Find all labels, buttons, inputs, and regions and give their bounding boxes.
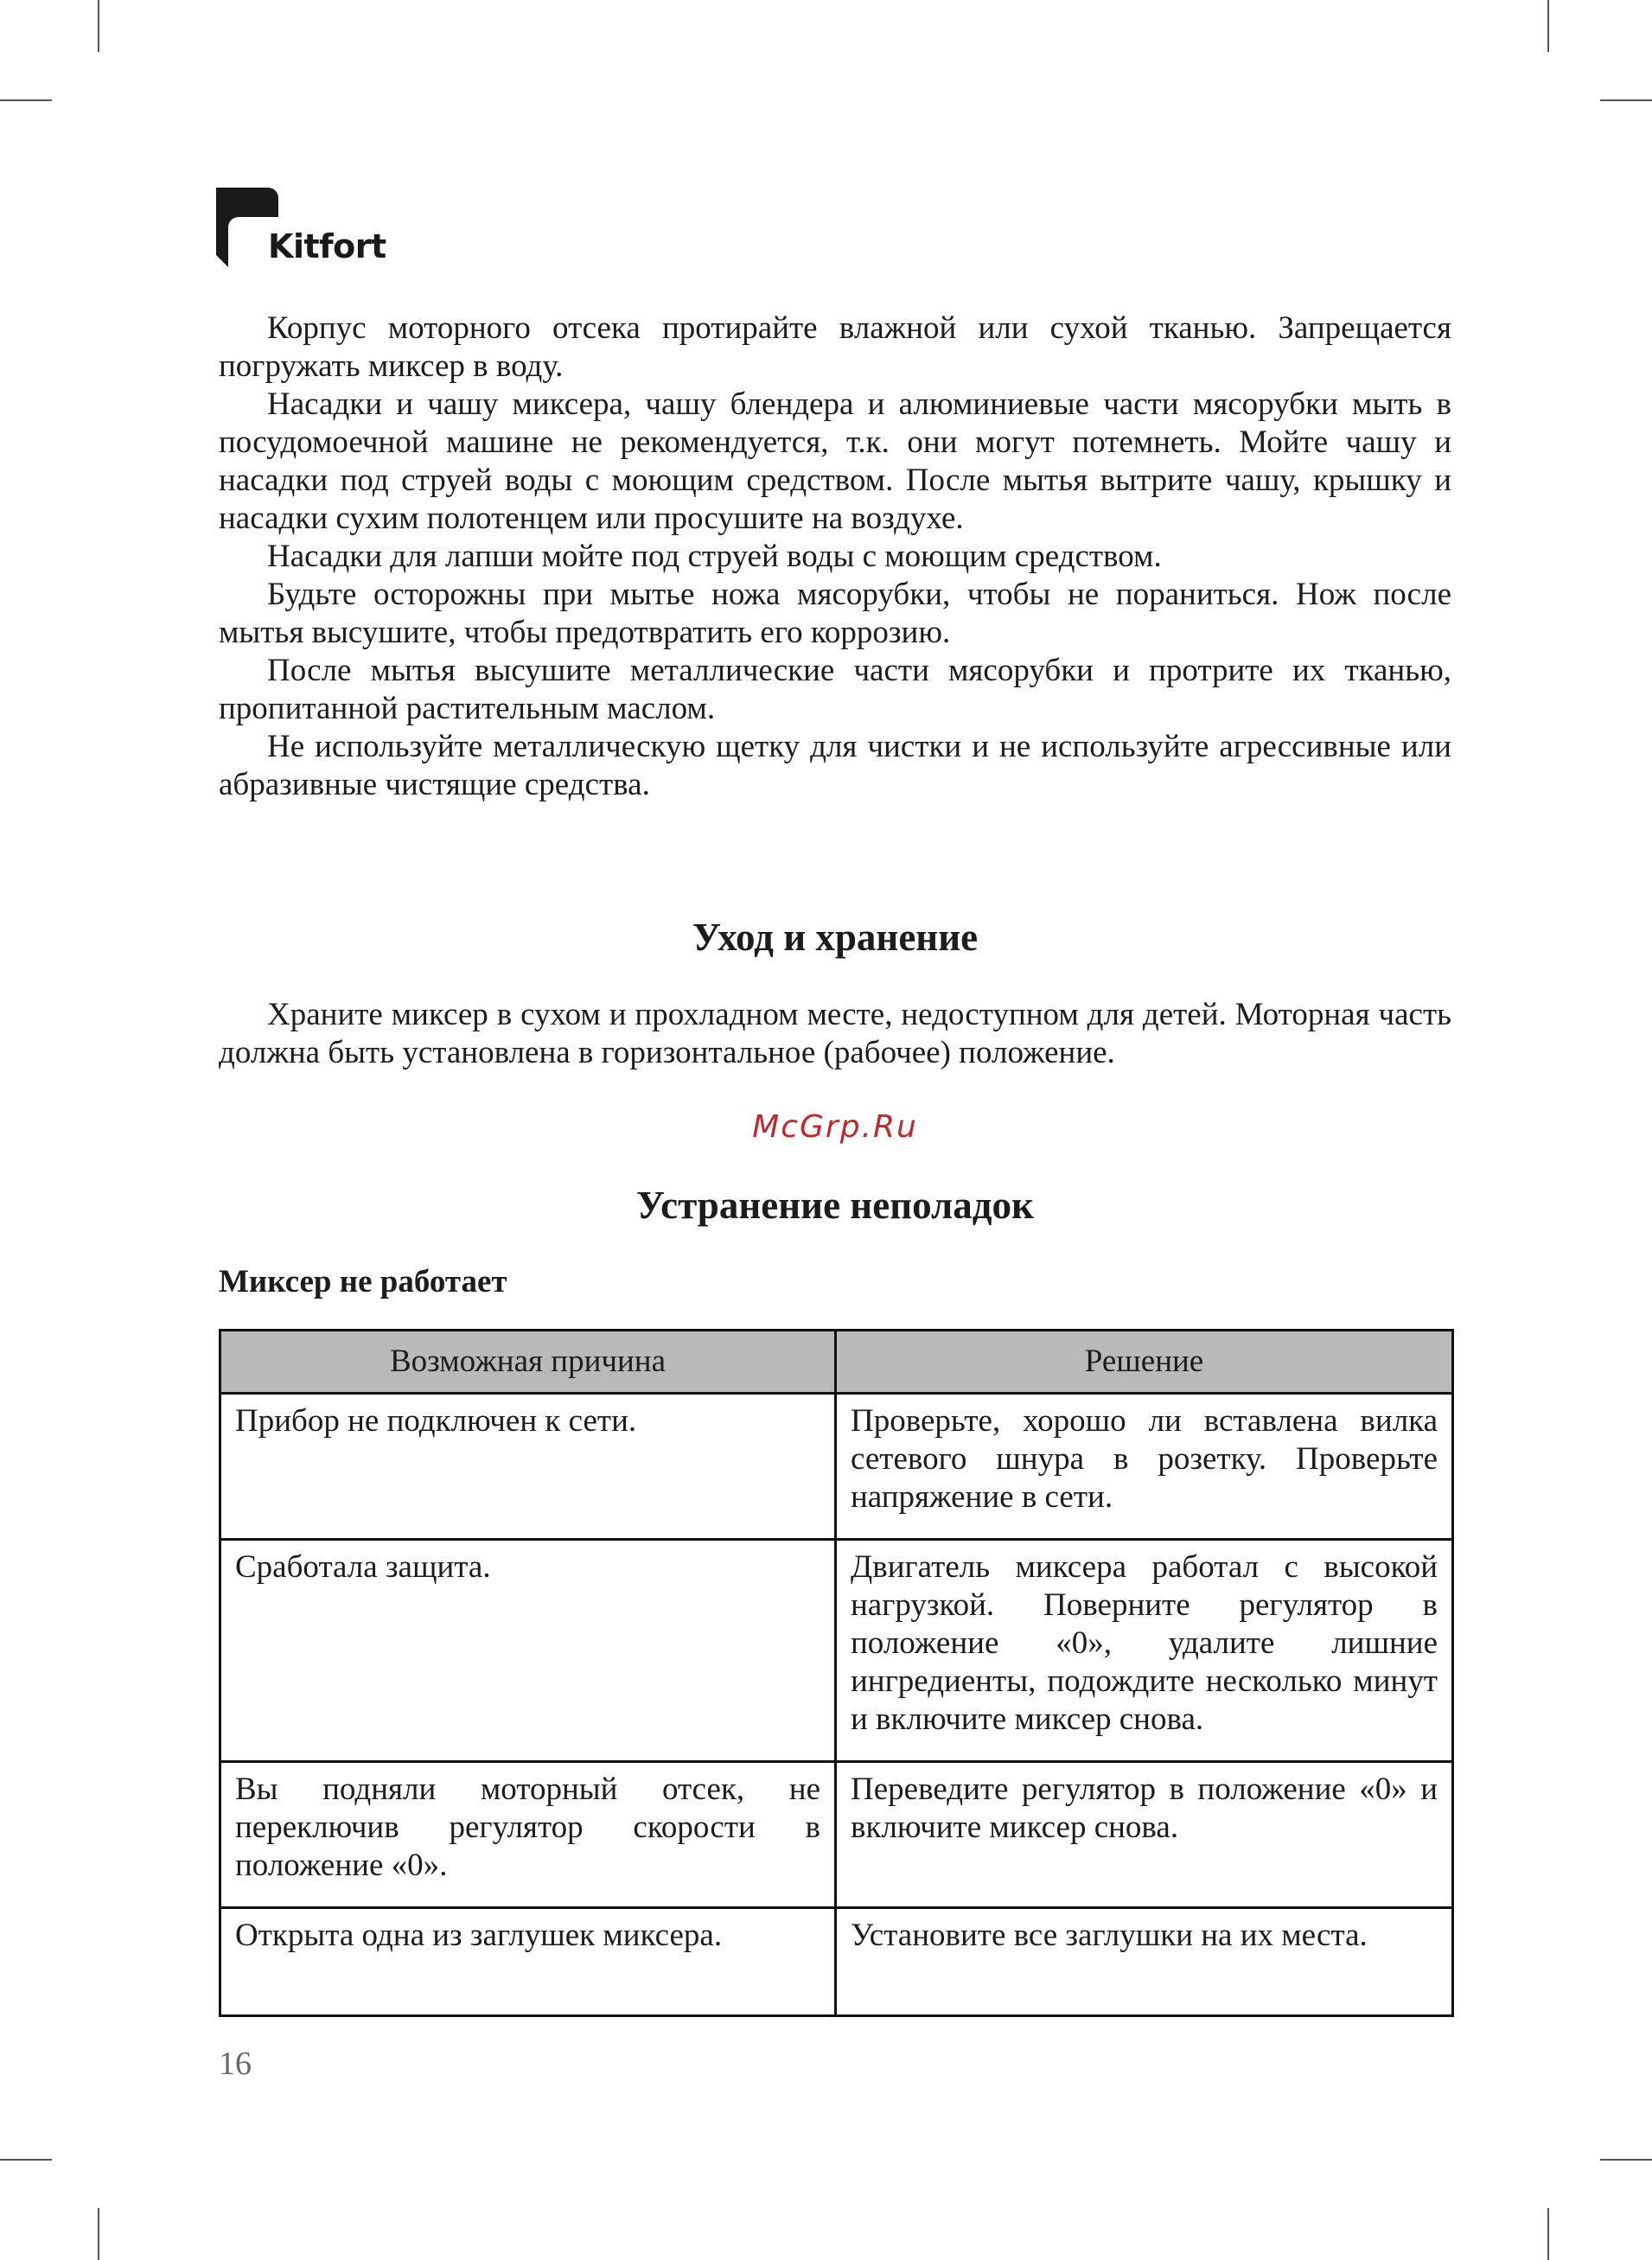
crop-mark	[1547, 2208, 1549, 2260]
solution-cell: Установите все заглушки на их места.	[836, 1908, 1453, 2016]
header-cause: Возможная причина	[220, 1331, 836, 1394]
crop-mark	[0, 99, 52, 101]
table-row	[220, 1908, 1453, 2016]
crop-mark	[0, 2159, 52, 2161]
cause-cell: Вы подняли моторный отсек, не переключив регулятор скорости в положение «0».	[220, 1762, 836, 1908]
section-title-troubleshooting: Устранение неполадок	[636, 1184, 1034, 1227]
crop-mark	[98, 0, 99, 52]
solution-cell: Переведите регулятор в положение «0» и включите миксер снова.	[836, 1762, 1453, 1908]
table-header-row	[220, 1331, 1453, 1394]
crop-mark	[1547, 0, 1549, 52]
crop-mark	[98, 2208, 99, 2260]
header-solution: Решение	[836, 1331, 1453, 1394]
table-row	[220, 1540, 1453, 1762]
cause-cell: Открыта одна из заглушек миксера.	[220, 1908, 836, 2016]
troubleshooting-table	[219, 1329, 1454, 2017]
paragraph: Насадки для лапши мойте под струей воды с моющим средством.	[267, 539, 1162, 574]
paragraph: Будьте осторожны при мытье ножа мясорубки, чтобы не пораниться. Нож после мытья высушите, чтобы предотвратить его коррозию.	[219, 577, 1451, 650]
solution-cell: Проверьте, хорошо ли вставлена вилка сетевого шнура в розетку. Проверьте напряжение в сети.	[836, 1394, 1453, 1540]
table-row	[220, 1394, 1453, 1540]
paragraph: После мытья высушите металлические части мясорубки и протрите их тканью, пропитанной растительным маслом.	[219, 653, 1451, 726]
cause-cell: Сработала защита.	[220, 1540, 836, 1762]
storage-text	[219, 996, 1451, 1072]
brand-name: Kitfort	[268, 227, 386, 265]
cleaning-instructions	[219, 310, 1451, 804]
table-row	[220, 1762, 1453, 1908]
crop-mark	[1600, 2159, 1652, 2161]
paragraph: Корпус моторного отсека протирайте влажной или сухой тканью. Запрещается погружать миксер в воду.	[219, 310, 1451, 384]
watermark: McGrp.Ru	[752, 1109, 918, 1145]
paragraph: Не используйте металлическую щетку для чистки и не используйте агрессивные или абразивные чистящие средства.	[219, 729, 1451, 802]
section-title-storage: Уход и хранение	[692, 916, 979, 959]
solution-cell: Двигатель миксера работал с высокой нагрузкой. Поверните регулятор в положение «0», удалите лишние ингредиенты, подождите несколько минут и включите миксер снова.	[836, 1540, 1453, 1762]
subheading: Миксер не работает	[219, 1264, 507, 1299]
paragraph: Храните миксер в сухом и прохладном месте, недоступном для детей. Моторная часть должна быть установлена в горизонтальное (рабочее) положение.	[219, 997, 1451, 1070]
cause-cell: Прибор не подключен к сети.	[220, 1394, 836, 1540]
crop-mark	[1600, 99, 1652, 101]
page-number: 16	[219, 2046, 252, 2082]
paragraph: Насадки и чашу миксера, чашу блендера и алюминиевые части мясорубки мыть в посудомоечной машине не рекомендуется, т.к. они могут потемнеть. Мойте чашу и насадки под струей воды с моющим средством. После мытья вытрите чашу, крышку и насадки сухим полотенцем или просушите на воздухе.	[219, 386, 1451, 536]
